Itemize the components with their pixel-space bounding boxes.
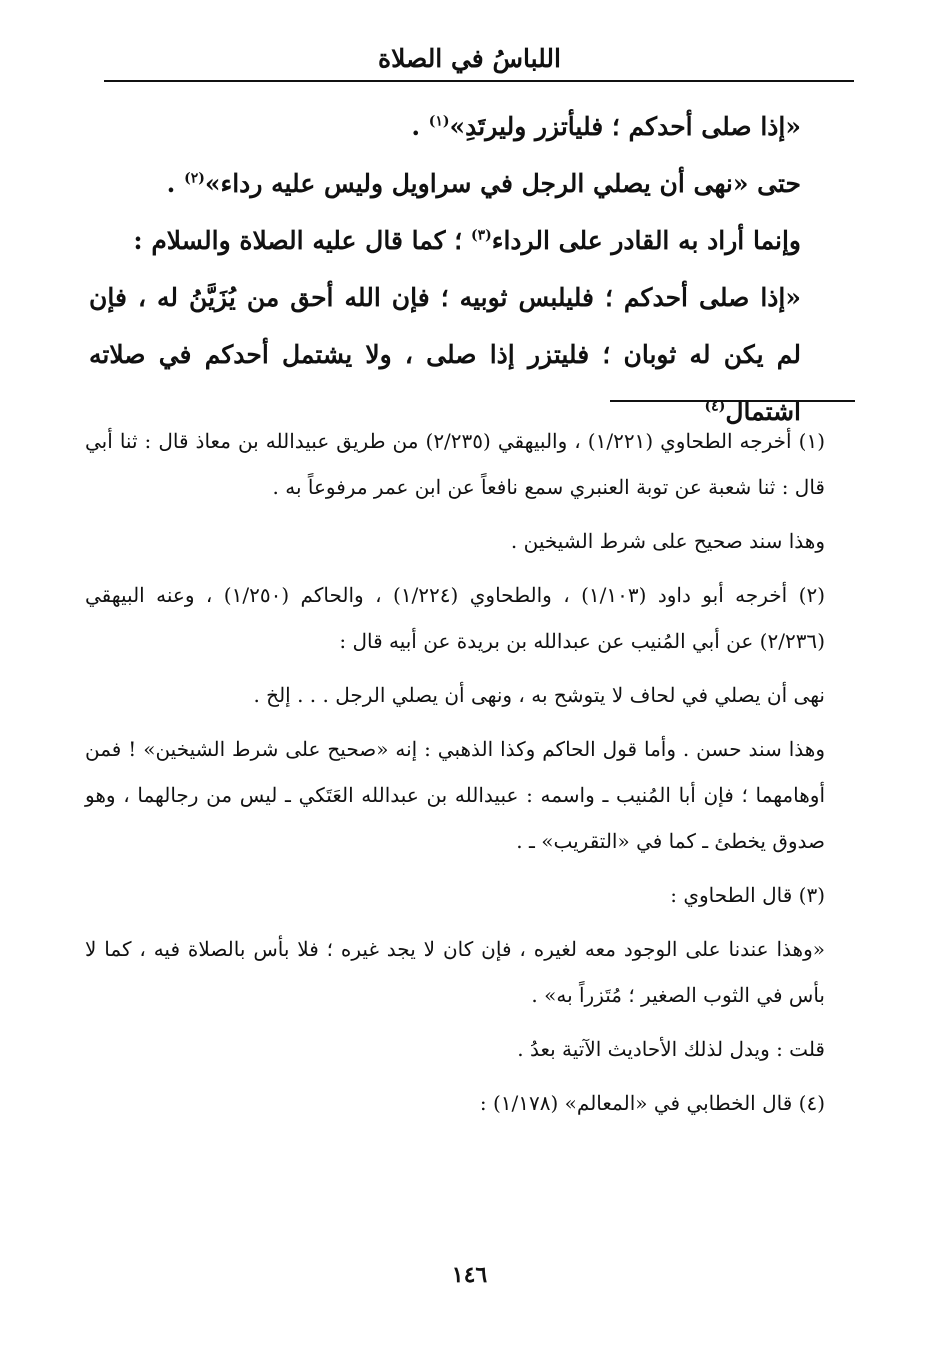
footnote-ref[interactable]: (٤) [704, 398, 726, 415]
footnote: «وهذا عندنا على الوجود معه لغيره ، فإن كان لا يجد غيره ؛ فلا بأس بالصلاة فيه ، كما لا بأس في الثوب الصغير ؛ مُتَزراً به» . [85, 937, 825, 1007]
page-number: ١٤٦ [451, 1262, 488, 1288]
running-header: اللباسُ في الصلاة [378, 44, 561, 73]
main-text [89, 98, 831, 440]
footnote: وهذا سند صحيح على شرط الشيخين . [510, 529, 825, 553]
main-line: «إذا صلى أحدكم ؛ فليلبس ثوبيه ؛ فإن الله أحق من يُزَيَّنُ له ، فإن لم يكن له ثوبان ؛ فليتزر إذا صلى ، ولا يشتمل أحدكم في صلاته اشتمال$^{(٤)}$ [89, 283, 801, 426]
header-rule [104, 80, 854, 82]
footnotes [85, 418, 855, 1134]
footnote: قلت : ويدل لذلك الأحاديث الآتية بعدُ . [517, 1037, 825, 1061]
main-line: «إذا صلى أحدكم ؛ فليأتزر وليرتَدِ»$^{(١)}$ . [411, 112, 801, 141]
footnote-ref[interactable]: (٢) [184, 170, 205, 187]
main-line: حتى «نهى أن يصلي الرجل في سراويل وليس عليه رداء»$^{(٢)}$ . [166, 169, 801, 198]
footnote: (٢) أخرجه أبو داود (١/١٠٣) ، والطحاوي (١/٢٢٤) ، والحاكم (١/٢٥٠) ، وعنه البيهقي (٢/٢٣٦) عن أبي المُنيب عن عبدالله بن بريدة عن أبيه قال : [85, 583, 826, 653]
footnote-separator [610, 400, 855, 402]
footnote: (٣) قال الطحاوي : [670, 883, 825, 907]
footnote: وهذا سند حسن . وأما قول الحاكم وكذا الذهبي : إنه «صحيح على شرط الشيخين» ! فمن أوهامهما ؛ فإن أبا المُنيب ـ واسمه : عبيدالله بن عبدالله العَتَكي ـ ليس من رجالهما ، وهو صدوق يخطئ ـ كما في «التقريب» ـ . [85, 737, 825, 853]
footnote: نهى أن يصلي في لحاف لا يتوشح به ، ونهى أن يصلي الرجل . . . إلخ . [253, 683, 825, 707]
footnote: (١) أخرجه الطحاوي (١/٢٢١) ، والبيهقي (٢/٢٣٥) من طريق عبيدالله بن معاذ قال : ثنا أبي قال : ثنا شعبة عن توبة العنبري سمع نافعاً عن ابن عمر مرفوعاً به . [85, 429, 825, 499]
footnote-ref[interactable]: (١) [428, 113, 450, 130]
footnote-ref[interactable]: (٣) [470, 227, 492, 244]
main-line: وإنما أراد به القادر على الرداء$^{(٣)}$ ؛ كما قال عليه الصلاة والسلام : [133, 226, 801, 255]
footnote: (٤) قال الخطابي في «المعالم» (١/١٧٨) : [479, 1091, 825, 1115]
